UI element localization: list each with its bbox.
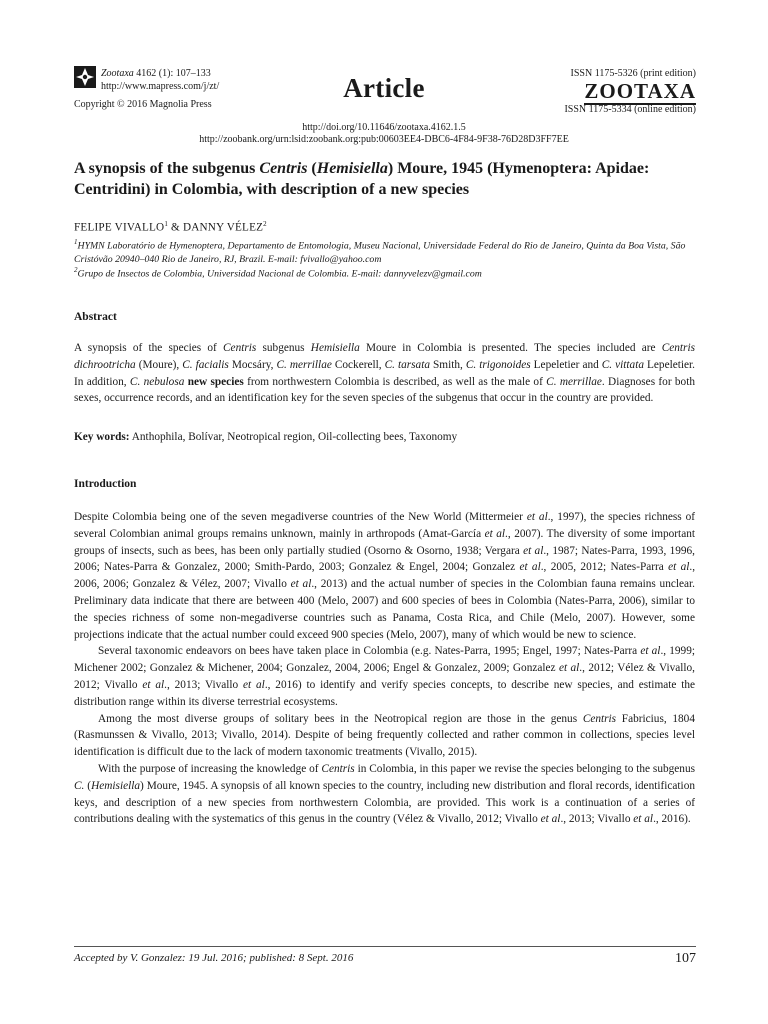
taxon-name: Hemisiella	[91, 779, 141, 792]
intro-text: Despite Colombia being one of the seven megadiverse countries of the New World (Mittermeier	[74, 511, 527, 523]
intro-text: ) Moure, 1945. A synopsis of all known species to the country, including new distribution and floral records, identification keys, and description of a new species from northwestern Colombia, are provided. This work is a continuation of a series of contributions dealing with the systematics of this genus in the country (Vélez & Vivallo, 2012; Vivallo	[74, 779, 695, 826]
taxon-name: C. merrillae	[546, 375, 602, 388]
citation-etal: et al	[540, 813, 561, 826]
intro-text: ., 2012; Vélez & Vivallo, 2012; Vivallo	[74, 662, 695, 691]
citation-etal: et al	[484, 527, 506, 540]
taxon-name: Centris	[582, 712, 617, 725]
author-name: DANNY VÉLEZ	[182, 221, 264, 234]
article-type-label: Article	[343, 73, 425, 103]
affiliation-text: Grupo de Insectos de Colombia, Universidad Nacional de Colombia. E-mail: dannyvelezv@gmail.com	[77, 268, 482, 280]
issn-online: ISSN 1175-5334 (online edition)	[564, 104, 696, 115]
abstract-text: A synopsis of the species of	[74, 342, 224, 354]
taxon-name: C. trigonoides	[465, 358, 531, 371]
introduction-body	[74, 509, 695, 828]
intro-text: ., 2013; Vivallo	[164, 678, 244, 691]
title-text: (	[307, 160, 317, 177]
journal-name: Zootaxa	[101, 68, 134, 79]
intro-text: ., 1987; Nates-Parra, 1993, 1996, 2006; Nates-Parra & Gonzalez, 2000; Smith-Pardo, 2003; Gonzalez & Engel, 2004; Gonzalez	[74, 544, 696, 574]
citation-etal: et al	[640, 645, 661, 658]
abstract-text: from northwestern Colombia is described, as well as the male of	[243, 375, 547, 388]
intro-text: ., 2006, 2006; Gonzalez & Vélez, 2007; Vivallo	[74, 561, 696, 591]
author-affiliation-marker: 2	[263, 220, 267, 228]
intro-text: ., 2005, 2012; Nates-Parra	[540, 561, 669, 574]
citation-etal: et al	[526, 511, 548, 523]
abstract-text: . Diagnoses for both sexes, occurrence records, and an identification key for the seven species of the subgenus that occur in the country are provided.	[74, 375, 695, 405]
intro-text: ., 2016) to identify and verify species concepts, to describe new species, and estimate the distribution range within its diverse terrestrial ecosystems.	[74, 678, 696, 708]
taxon-name: C.	[74, 779, 85, 792]
author-name: FELIPE VIVALLO	[74, 221, 165, 234]
intro-text: ., 2013; Vivallo	[560, 813, 634, 826]
abstract-text: Lepeletier. In addition,	[74, 358, 695, 388]
intro-text: (	[84, 779, 92, 792]
affiliation-marker: 2	[74, 266, 78, 274]
title-subgenus: Hemisiella	[316, 160, 388, 177]
intro-text: With the purpose of increasing the knowledge of	[98, 762, 322, 775]
intro-paragraph	[74, 509, 695, 643]
abstract-text: Moure in Colombia is presented. The species included are	[359, 342, 662, 354]
affiliation-text: HYMN Laboratório de Hymenoptera, Departamento de Entomologia, Museu Nacional, Universidade Federal do Rio de Janeiro, Quinta da Boa Vista, São Cristóvão 20940–040 Rio de Janeiro, RJ, Brazil. E-mail: fvivallo@yahoo.com	[74, 240, 686, 265]
author-list	[74, 220, 267, 234]
intro-text: ., 1999; Michener 2002; Gonzalez & Michener, 2004; Gonzalez, 2004, 2006; Engel & Gonzalez, 2009; Gonzalez	[74, 645, 695, 675]
doi-link[interactable]: http://doi.org/10.11646/zootaxa.4162.1.5	[302, 122, 466, 133]
abstract-paragraph	[74, 340, 695, 407]
zoobank-lsid-link[interactable]: http://zoobank.org/urn:lsid:zoobank.org:pub:00603EE4-DBC6-4F84-9F38-76D28D3FF7EE	[199, 134, 569, 145]
citation-etal: et al	[633, 813, 654, 826]
author-separator: &	[168, 221, 183, 234]
affiliation-marker: 1	[74, 238, 78, 246]
taxon-name: Centris dichrootricha	[74, 342, 695, 371]
abstract-text: subgenus	[256, 342, 311, 354]
page-number: 107	[675, 951, 696, 966]
affiliation-2	[74, 264, 698, 281]
intro-paragraph	[74, 711, 695, 761]
taxon-name: C. merrillae	[276, 358, 332, 371]
copyright-notice: Copyright © 2016 Magnolia Press	[74, 99, 212, 110]
citation-etal: et al	[243, 678, 265, 691]
issn-print: ISSN 1175-5326 (print edition)	[570, 68, 696, 79]
paper-title	[74, 158, 696, 200]
taxon-name: C. nebulosa	[129, 375, 185, 388]
taxon-name: C. facialis	[182, 358, 229, 371]
intro-text: in Colombia, in this paper we revise the species belonging to the subgenus	[354, 762, 695, 775]
taxon-name: Hemisiella	[310, 342, 360, 354]
intro-paragraph	[74, 643, 695, 710]
abstract-text: Cockerell,	[331, 358, 385, 371]
keywords-line	[74, 429, 695, 446]
intro-text: ., 1997), the species richness of several Colombian animal groups remains unknown, mainly in arthropods (Amat-García	[74, 511, 696, 540]
citation-etal: et al	[142, 678, 165, 691]
abstract-text: (Moure),	[135, 358, 183, 371]
intro-text: Fabricius, 1804 (Rasmunssen & Vivallo, 2013; Vivallo, 2014). Despite of being frequently collected and rather common in collections, species level identification is difficult due to the lack of modern taxonomic treatments (Vivallo, 2015).	[74, 712, 695, 759]
new-species-label: new species	[184, 375, 244, 388]
keywords-text: Anthophila, Bolívar, Neotropical region, Oil-collecting bees, Taxonomy	[129, 431, 458, 443]
taxon-name: C. vittata	[601, 358, 644, 371]
citation-etal: et al	[290, 578, 312, 591]
title-text: ) Moure, 1945 (Hymenoptera: Apidae: Centridini) in Colombia, with description of a new species	[74, 160, 650, 198]
title-genus: Centris	[259, 160, 308, 177]
intro-text: Several taxonomic endeavors on bees have taken place in Colombia (e.g. Nates-Parra, 1995; Engel, 1997; Nates-Parra	[98, 645, 641, 658]
volume-pages: 4162 (1): 107–133	[136, 68, 211, 79]
intro-text: ., 2013) and the actual number of species in the Colombian fauna remains unclear. Preliminary data indicate that there are between 400 (Melo, 2007) and 600 species of bees in Colombia (Nates-Parra, 2006), similar to the species richness of some non-megadiverse countries such as Panama, Costa Rica, and Chile (Melo, 2007). However, some projections indicate that the actual number could exceed 900 species (Melo, 2007), many of which would be new to science.	[74, 578, 695, 641]
author-affiliation-marker: 1	[164, 220, 169, 228]
citation-etal: et al	[668, 561, 690, 574]
intro-text: ., 2016).	[653, 813, 691, 826]
taxon-name: Centris	[321, 762, 355, 775]
abstract-text: Mocsáry,	[228, 358, 277, 371]
intro-text: Among the most diverse groups of solitary bees in the Neotropical region are those in the genus	[98, 712, 583, 725]
taxon-name: Centris	[223, 342, 257, 354]
citation-etal: et al	[523, 544, 544, 557]
title-text: A synopsis of the subgenus	[74, 160, 260, 177]
abstract-heading: Abstract	[74, 311, 117, 323]
citation-etal: et al	[558, 662, 580, 675]
affiliation-1	[74, 236, 698, 266]
keywords-label: Key words:	[74, 431, 130, 443]
journal-url[interactable]: http://www.mapress.com/j/zt/	[101, 81, 220, 92]
abstract-text: Smith,	[430, 358, 466, 371]
intro-text: ., 2007). The diversity of some important groups of insects, such as bees, has been only partially studied (Osorno & Osorno, 1938; Vergara	[74, 527, 695, 557]
introduction-heading: Introduction	[74, 478, 137, 490]
intro-paragraph	[74, 761, 695, 828]
citation-etal: et al	[519, 561, 541, 574]
accepted-published-dates: Accepted by V. Gonzalez: 19 Jul. 2016; published: 8 Sept. 2016	[74, 952, 354, 964]
zootaxa-wordmark: ZOOTAXA	[584, 79, 696, 103]
abstract-text: Lepeletier and	[530, 358, 602, 371]
taxon-name: C. tarsata	[384, 358, 430, 371]
footer-divider	[74, 946, 696, 947]
